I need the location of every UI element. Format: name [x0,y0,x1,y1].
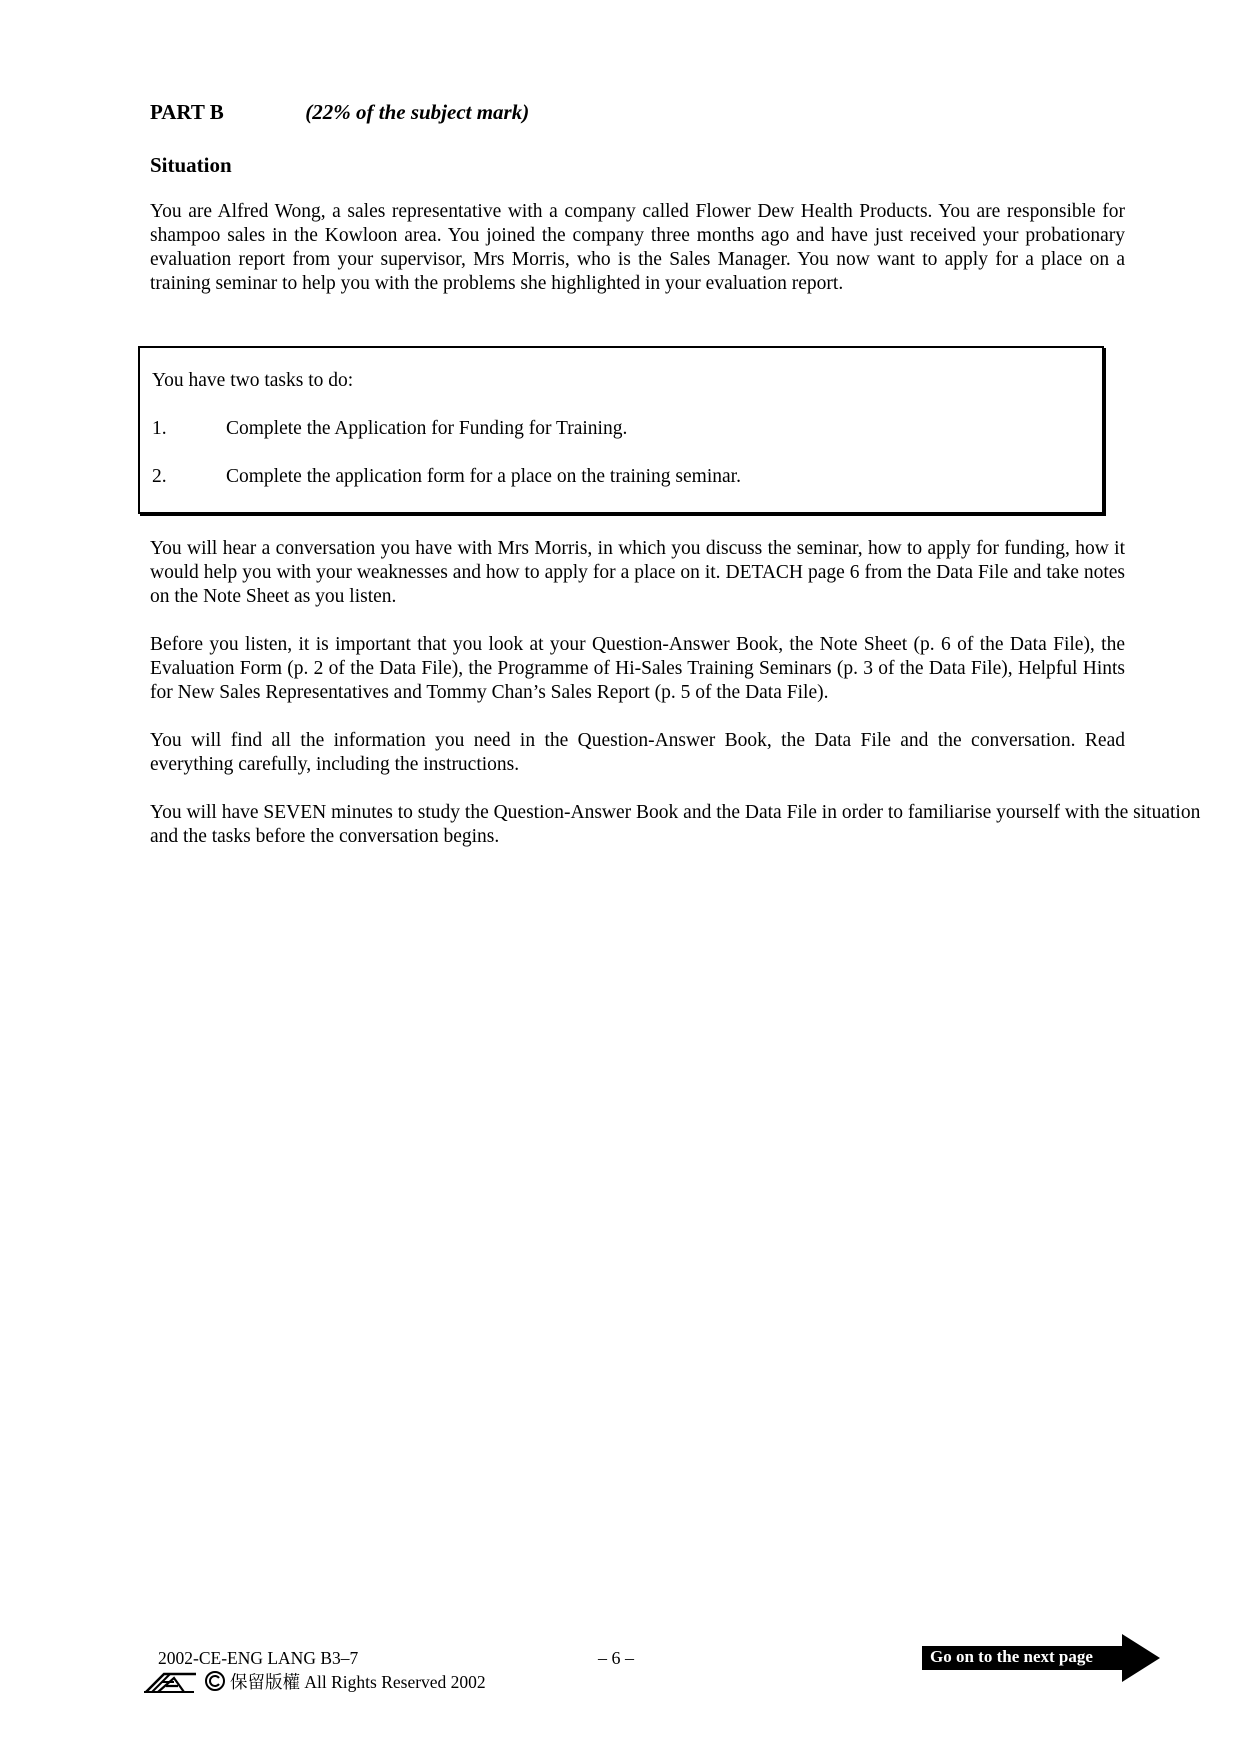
task-text: Complete the Application for Funding for Training. [226,418,628,439]
situation-text: You are Alfred Wong, a sales representative with a company called Flower Dew Health Products. You are responsible for shampoo sales in the Kowloon area. You joined the company three months ago and have just received your probationary evaluation report from your supervisor, Mrs Morris, who is the Sales Manager. You now want to apply for a place on a training seminar to help you with the problems she highlighted in your evaluation report. [150,201,1125,294]
before-listen-paragraph: Before you listen, it is important that you look at your Question-Answer Book, the Note Sheet (p. 6 of the Data File), the Evaluation Form (p. 2 of the Data File), the Programme of Hi-Sales Training Seminars (p. 3 of the Data File), Helpful Hints for New Sales Representatives and Tommy Chan’s Sales Report (p. 5 of the Data File). [150,634,1125,703]
hkeaa-logo-icon [144,1668,200,1694]
task-text: Complete the application form for a place on the training seminar. [226,466,741,487]
information-paragraph: You will find all the information you need in the Question-Answer Book, the Data File and the conversation. Read everything carefully, including the instructions. [150,730,1125,775]
task-box [138,346,1104,514]
next-page-label: Go on to the next page [930,1647,1093,1666]
part-mark: (22% of the subject mark) [305,100,530,124]
time-paragraph: You will have SEVEN minutes to study the Question-Answer Book and the Data File in order to familiarise yourself with the situation and the tasks before the conversation begins. [150,802,1201,847]
rights-text: 保留版權 All Rights Reserved 2002 [230,1671,486,1692]
situation-title: Situation [150,153,232,177]
part-label: PART B [150,100,224,124]
task-item [152,466,741,488]
conversation-paragraph: You will hear a conversation you have with Mrs Morris, in which you discuss the seminar, how to apply for funding, how it would help you with your weaknesses and how to apply for a place on it. DETACH page 6 from the Data File and take notes on the Note Sheet as you listen. [150,538,1125,607]
copyright-icon [204,1670,226,1692]
copyright-line [144,1668,486,1694]
task-item [152,418,627,440]
paper-code: 2002-CE-ENG LANG B3–7 [158,1648,359,1668]
task-intro: You have two tasks to do: [152,370,354,391]
page-number: – 6 – [598,1648,634,1668]
task-number: 2. [152,466,167,487]
task-number: 1. [152,418,167,439]
part-heading [150,100,529,125]
